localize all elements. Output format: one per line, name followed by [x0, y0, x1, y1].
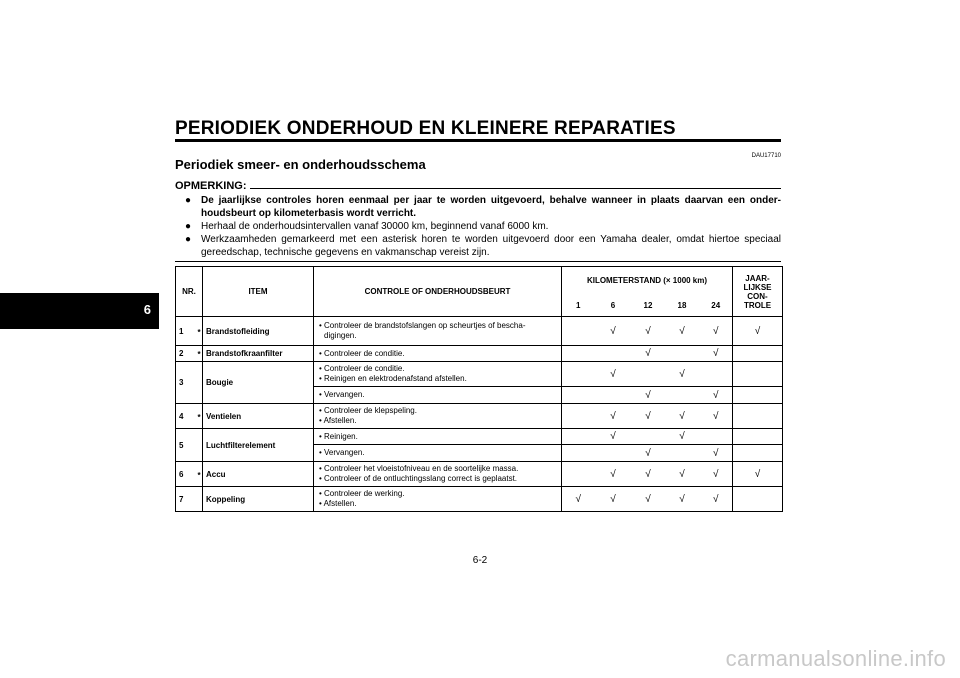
table-row	[176, 346, 783, 362]
work-line: • Controleer de conditie.	[319, 364, 405, 373]
dealer-asterisk	[195, 462, 203, 487]
check-km-24: √	[700, 462, 733, 487]
row-number: 4	[176, 404, 195, 429]
work-line: • Controleer de conditie.	[319, 348, 405, 358]
note-text: De jaarlijkse controles horen eenmaal per jaar te worden uitgevoerd, behalve wanneer in plaats daarvan een onderhoudsbeurt op kilometerbasis wordt verricht.	[201, 195, 781, 219]
check-km-24: √	[700, 317, 733, 346]
table-body	[176, 317, 783, 512]
row-number: 5	[176, 429, 195, 462]
asterisk-mark	[198, 498, 200, 500]
check-yearly	[733, 387, 783, 404]
asterisk-mark: *	[197, 470, 201, 480]
row-item: Koppeling	[203, 487, 314, 512]
row-item: Accu	[203, 462, 314, 487]
work-line: • Vervangen.	[319, 448, 365, 457]
page-number: 6-2	[472, 555, 488, 566]
work-line: • Reinigen en elektrodenafstand afstellen.	[319, 374, 467, 383]
check-km-24	[700, 429, 733, 445]
check-km-6: √	[595, 362, 632, 387]
check-km-18	[665, 346, 700, 362]
row-work	[314, 462, 562, 487]
check-km-1	[562, 404, 595, 429]
check-km-24: √	[700, 487, 733, 512]
check-yearly	[733, 429, 783, 445]
work-line: • Afstellen.	[319, 416, 357, 425]
watermark: carmanualsonline.info	[725, 646, 946, 671]
check-km-1	[562, 445, 595, 462]
page-title: PERIODIEK ONDERHOUD EN KLEINERE REPARATIES	[175, 118, 676, 139]
check-km-6: √	[595, 462, 632, 487]
check-km-24: √	[700, 404, 733, 429]
check-km-18: √	[665, 404, 700, 429]
dealer-asterisk	[195, 429, 203, 462]
chapter-tab	[0, 293, 159, 329]
asterisk-mark	[198, 382, 200, 384]
row-work	[314, 362, 562, 387]
header-yearly: JAAR- LIJKSE CON- TROLE	[733, 267, 783, 317]
check-yearly: √	[733, 462, 783, 487]
note-text: Werkzaamheden gemarkeerd met een asterisk horen te worden uitgevoerd door een Yamaha dealer, omdat hiertoe speciaal gereedschap, technische gegevens en vakmanschap vereist zijn.	[201, 234, 781, 258]
check-km-6: √	[595, 487, 632, 512]
header-km-6: 6	[595, 295, 632, 317]
note-item	[175, 220, 781, 233]
header-km-24: 24	[700, 295, 733, 317]
table-row	[176, 404, 783, 429]
check-km-12: √	[632, 445, 665, 462]
dealer-asterisk	[195, 404, 203, 429]
row-number: 1	[176, 317, 195, 346]
row-item: Ventielen	[203, 404, 314, 429]
check-km-12	[632, 362, 665, 387]
asterisk-mark	[198, 444, 200, 446]
work-line: • Controleer het vloeistofniveau en de soortelijke massa.	[319, 464, 519, 473]
check-km-18: √	[665, 429, 700, 445]
check-km-12: √	[632, 487, 665, 512]
table-row	[176, 429, 783, 445]
check-km-1	[562, 362, 595, 387]
asterisk-mark: *	[197, 327, 201, 337]
check-km-18	[665, 445, 700, 462]
check-km-1	[562, 387, 595, 404]
row-work	[314, 429, 562, 445]
check-km-6	[595, 387, 632, 404]
check-km-18	[665, 387, 700, 404]
note-label: OPMERKING:	[175, 180, 247, 192]
header-km-1: 1	[562, 295, 595, 317]
check-km-24	[700, 362, 733, 387]
header-km-12: 12	[632, 295, 665, 317]
check-km-24: √	[700, 387, 733, 404]
table-row	[176, 487, 783, 512]
check-km-24: √	[700, 346, 733, 362]
row-work	[314, 387, 562, 404]
check-km-12: √	[632, 387, 665, 404]
header-item: ITEM	[203, 267, 314, 317]
dealer-asterisk	[195, 317, 203, 346]
header-km-18: 18	[665, 295, 700, 317]
check-km-18: √	[665, 317, 700, 346]
check-km-1	[562, 462, 595, 487]
work-line: • Controleer de klepspeling.	[319, 406, 417, 415]
row-work	[314, 404, 562, 429]
work-line: • Controleer de brandstofslangen op scheurtjes of bescha- digingen.	[319, 321, 526, 340]
check-km-18: √	[665, 362, 700, 387]
row-work	[314, 487, 562, 512]
header-nr: NR.	[176, 267, 203, 317]
check-km-12: √	[632, 404, 665, 429]
note-item	[175, 233, 781, 259]
notes-list	[175, 194, 781, 259]
check-yearly	[733, 346, 783, 362]
check-yearly	[733, 404, 783, 429]
header-km: KILOMETERSTAND (× 1000 km)	[562, 267, 733, 295]
work-line: • Reinigen.	[319, 431, 358, 441]
bullet-icon: ●	[185, 221, 192, 232]
note-item	[175, 194, 781, 220]
title-underline	[175, 139, 781, 142]
check-km-6: √	[595, 317, 632, 346]
table-row	[176, 462, 783, 487]
check-km-1: √	[562, 487, 595, 512]
check-yearly	[733, 487, 783, 512]
note-text: Herhaal de onderhoudsintervallen vanaf 30000 km, beginnend vanaf 6000 km.	[201, 221, 549, 232]
work-line: • Vervangen.	[319, 390, 365, 399]
note-header	[175, 180, 781, 192]
check-km-1	[562, 429, 595, 445]
notes-bottom-rule	[175, 261, 781, 262]
check-km-12: √	[632, 317, 665, 346]
check-km-6	[595, 346, 632, 362]
check-km-12: √	[632, 462, 665, 487]
maintenance-table	[175, 266, 783, 512]
note-header-rule	[250, 188, 782, 189]
check-km-24: √	[700, 445, 733, 462]
dealer-asterisk	[195, 487, 203, 512]
check-km-1	[562, 346, 595, 362]
row-number: 6	[176, 462, 195, 487]
table-row	[176, 362, 783, 387]
check-km-1	[562, 317, 595, 346]
chapter-number: 6	[143, 302, 151, 317]
check-km-6	[595, 445, 632, 462]
work-line: • Controleer de werking.	[319, 489, 405, 498]
row-item: Brandstofkraanfilter	[203, 346, 314, 362]
section-code: DAU17710	[751, 153, 781, 159]
work-line: • Controleer of de ontluchtingsslang correct is geplaatst.	[319, 474, 518, 483]
row-number: 3	[176, 362, 195, 404]
check-km-18: √	[665, 487, 700, 512]
row-work	[314, 317, 562, 346]
check-km-12	[632, 429, 665, 445]
work-line: • Afstellen.	[319, 499, 357, 508]
row-number: 2	[176, 346, 195, 362]
row-item: Bougie	[203, 362, 314, 404]
row-work	[314, 445, 562, 462]
dealer-asterisk	[195, 346, 203, 362]
check-km-6: √	[595, 429, 632, 445]
check-yearly	[733, 445, 783, 462]
check-km-18: √	[665, 462, 700, 487]
asterisk-mark: *	[197, 412, 201, 422]
check-km-6: √	[595, 404, 632, 429]
check-yearly: √	[733, 317, 783, 346]
row-item: Brandstofleiding	[203, 317, 314, 346]
row-work	[314, 346, 562, 362]
check-yearly	[733, 362, 783, 387]
row-number: 7	[176, 487, 195, 512]
dealer-asterisk	[195, 362, 203, 404]
bullet-icon: ●	[185, 234, 192, 245]
section-title: Periodiek smeer- en onderhoudsschema	[175, 157, 426, 172]
asterisk-mark: *	[197, 350, 201, 359]
bullet-icon: ●	[185, 195, 192, 206]
check-km-12: √	[632, 346, 665, 362]
table-row	[176, 317, 783, 346]
header-work: CONTROLE OF ONDERHOUDSBEURT	[314, 267, 562, 317]
row-item: Luchtfilterelement	[203, 429, 314, 462]
